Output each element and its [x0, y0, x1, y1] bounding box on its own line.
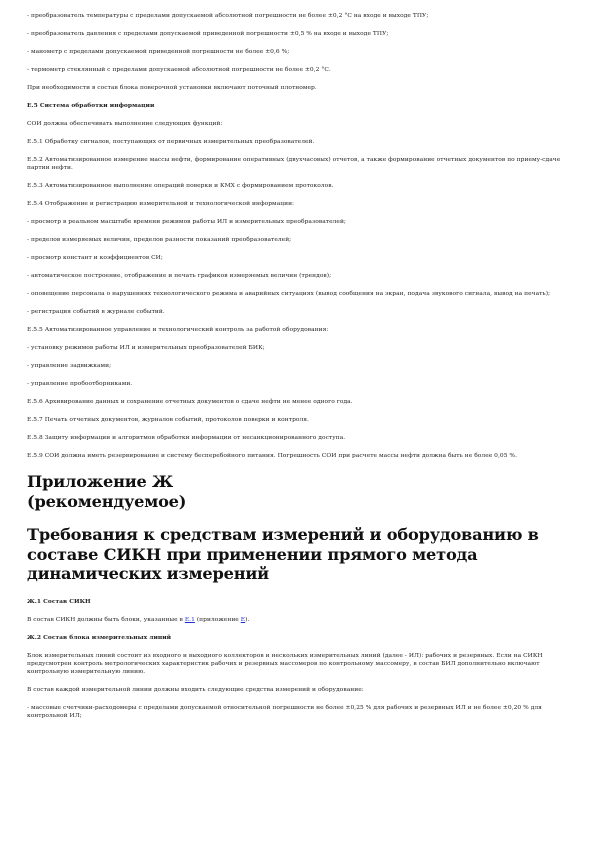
- paragraph: Е.5.4 Отображение и регистрацию измерительной и технологической информации:: [27, 201, 295, 207]
- paragraph: - термометр стеклянный с пределами допускаемой абсолютной погрешности не более ±0,2 °С.: [27, 67, 331, 73]
- paragraph: Е.5.3 Автоматизированное выполнение операций поверки и КМХ с формированием протоколов.: [27, 183, 334, 189]
- paragraph: Е.5.1 Обработку сигналов, поступающих от первичных измерительных преобразователей.: [27, 139, 315, 145]
- paragraph: - регистрация событий в журнале событий.: [27, 309, 165, 315]
- link-appendix-e[interactable]: Е: [240, 616, 246, 623]
- paragraph: СОИ должна обеспечивать выполнение следующих функций:: [27, 121, 223, 127]
- appendix-title: Требования к средствам измерений и оборудованию в составе СИКН при применении прямого метода динамических измерений: [27, 525, 539, 583]
- appendix-heading-line2: (рекомендуемое): [27, 491, 187, 511]
- appendix-heading: [27, 472, 572, 511]
- paragraph: В состав каждой измерительной линии должны входить следующие средства измерений и оборудование:: [27, 686, 364, 693]
- paragraph: - преобразователь температуры с пределами допускаемой абсолютной погрешности не более ±0,2 °С на входе и выходе ТПУ;: [27, 13, 429, 19]
- paragraph: Е.5.7 Печать отчетных документов, журналов событий, протоколов поверки и контроля.: [27, 417, 309, 423]
- paragraph: Е.5.8 Защиту информации и алгоритмов обработки информации от несанкционированного доступа.: [27, 435, 346, 441]
- text-span: (приложение: [194, 616, 241, 623]
- paragraph-with-links: [27, 616, 572, 624]
- paragraph: - управление пробоотборниками.: [27, 381, 133, 387]
- paragraph: - просмотр в реальном масштабе времени режимов работы ИЛ и измерительных преобразователей;: [27, 219, 346, 225]
- text-span: ).: [245, 616, 250, 623]
- paragraph: - установку режимов работы ИЛ и измерительных преобразователей БИК;: [27, 345, 265, 351]
- link-e1[interactable]: Е.1: [184, 616, 195, 623]
- paragraph: При необходимости в состав блока поверочной установки включают поточный плотномер.: [27, 85, 317, 91]
- paragraph: Блок измерительных линий состоит из входного и выходного коллекторов и нескольких измерительных линий (далее - ИЛ): рабочих и резервных. Если на СИКН предусмотрен контроль метрологических характеристик рабочих и резервных массомеров по контрольному массомеру, в состав БИЛ дополнительно включают контрольную измерительную линию.: [27, 652, 543, 675]
- paragraph: - манометр с пределами допускаемой приведенной погрешности не более ±0,6 %;: [27, 49, 290, 55]
- section-title: Ж.1 Состав СИКН: [27, 597, 91, 605]
- paragraph: - пределов измеряемых величин, пределов разности показаний преобразователей;: [27, 237, 292, 243]
- paragraph: Е.5.5 Автоматизированное управление и технологический контроль за работой оборудования:: [27, 327, 329, 333]
- section-title: Ж.2 Состав блока измерительных линий: [27, 633, 172, 641]
- paragraph: - оповещение персонала о нарушениях технологического режима и аварийных ситуациях (вывод сообщения на экран, подача звукового сигнала, вывод на печать);: [27, 291, 551, 297]
- appendix-heading-line1: Приложение Ж: [27, 472, 174, 491]
- text-span: В состав СИКН должны быть блоки, указанные в: [27, 616, 185, 623]
- paragraph: - просмотр констант и коэффициентов СИ;: [27, 255, 163, 261]
- paragraph: Е.5.6 Архивирование данных и сохранение отчетных документов о сдаче нефти не менее одного года.: [27, 399, 353, 405]
- paragraph: - массовые счетчики-расходомеры с пределами допускаемой относительной погрешности не более ±0,25 % для рабочих и резервных ИЛ и не более ±0,20 % для контрольной ИЛ;: [27, 704, 542, 719]
- paragraph: - преобразователь давления с пределами допускаемой приведенной погрешности ±0,5 % на входе и выходе ТПУ;: [27, 31, 389, 37]
- document-page: [27, 12, 572, 730]
- section-title: Е.5 Система обработки информации: [27, 102, 155, 109]
- paragraph: Е.5.9 СОИ должна иметь резервирование и систему бесперебойного питания. Погрешность СОИ при расчете массы нефти должна быть не более 0,05 %.: [27, 453, 517, 459]
- paragraph: - управление задвижками;: [27, 363, 112, 369]
- paragraph: - автоматическое построение, отображение и печать графиков измеряемых величин (трендов);: [27, 273, 332, 279]
- paragraph: Е.5.2 Автоматизированное измерение массы нефти, формирование оперативных (двухчасовых) отчетов, а также формирование отчетных документов по приему-сдаче партии нефти.: [27, 157, 561, 171]
